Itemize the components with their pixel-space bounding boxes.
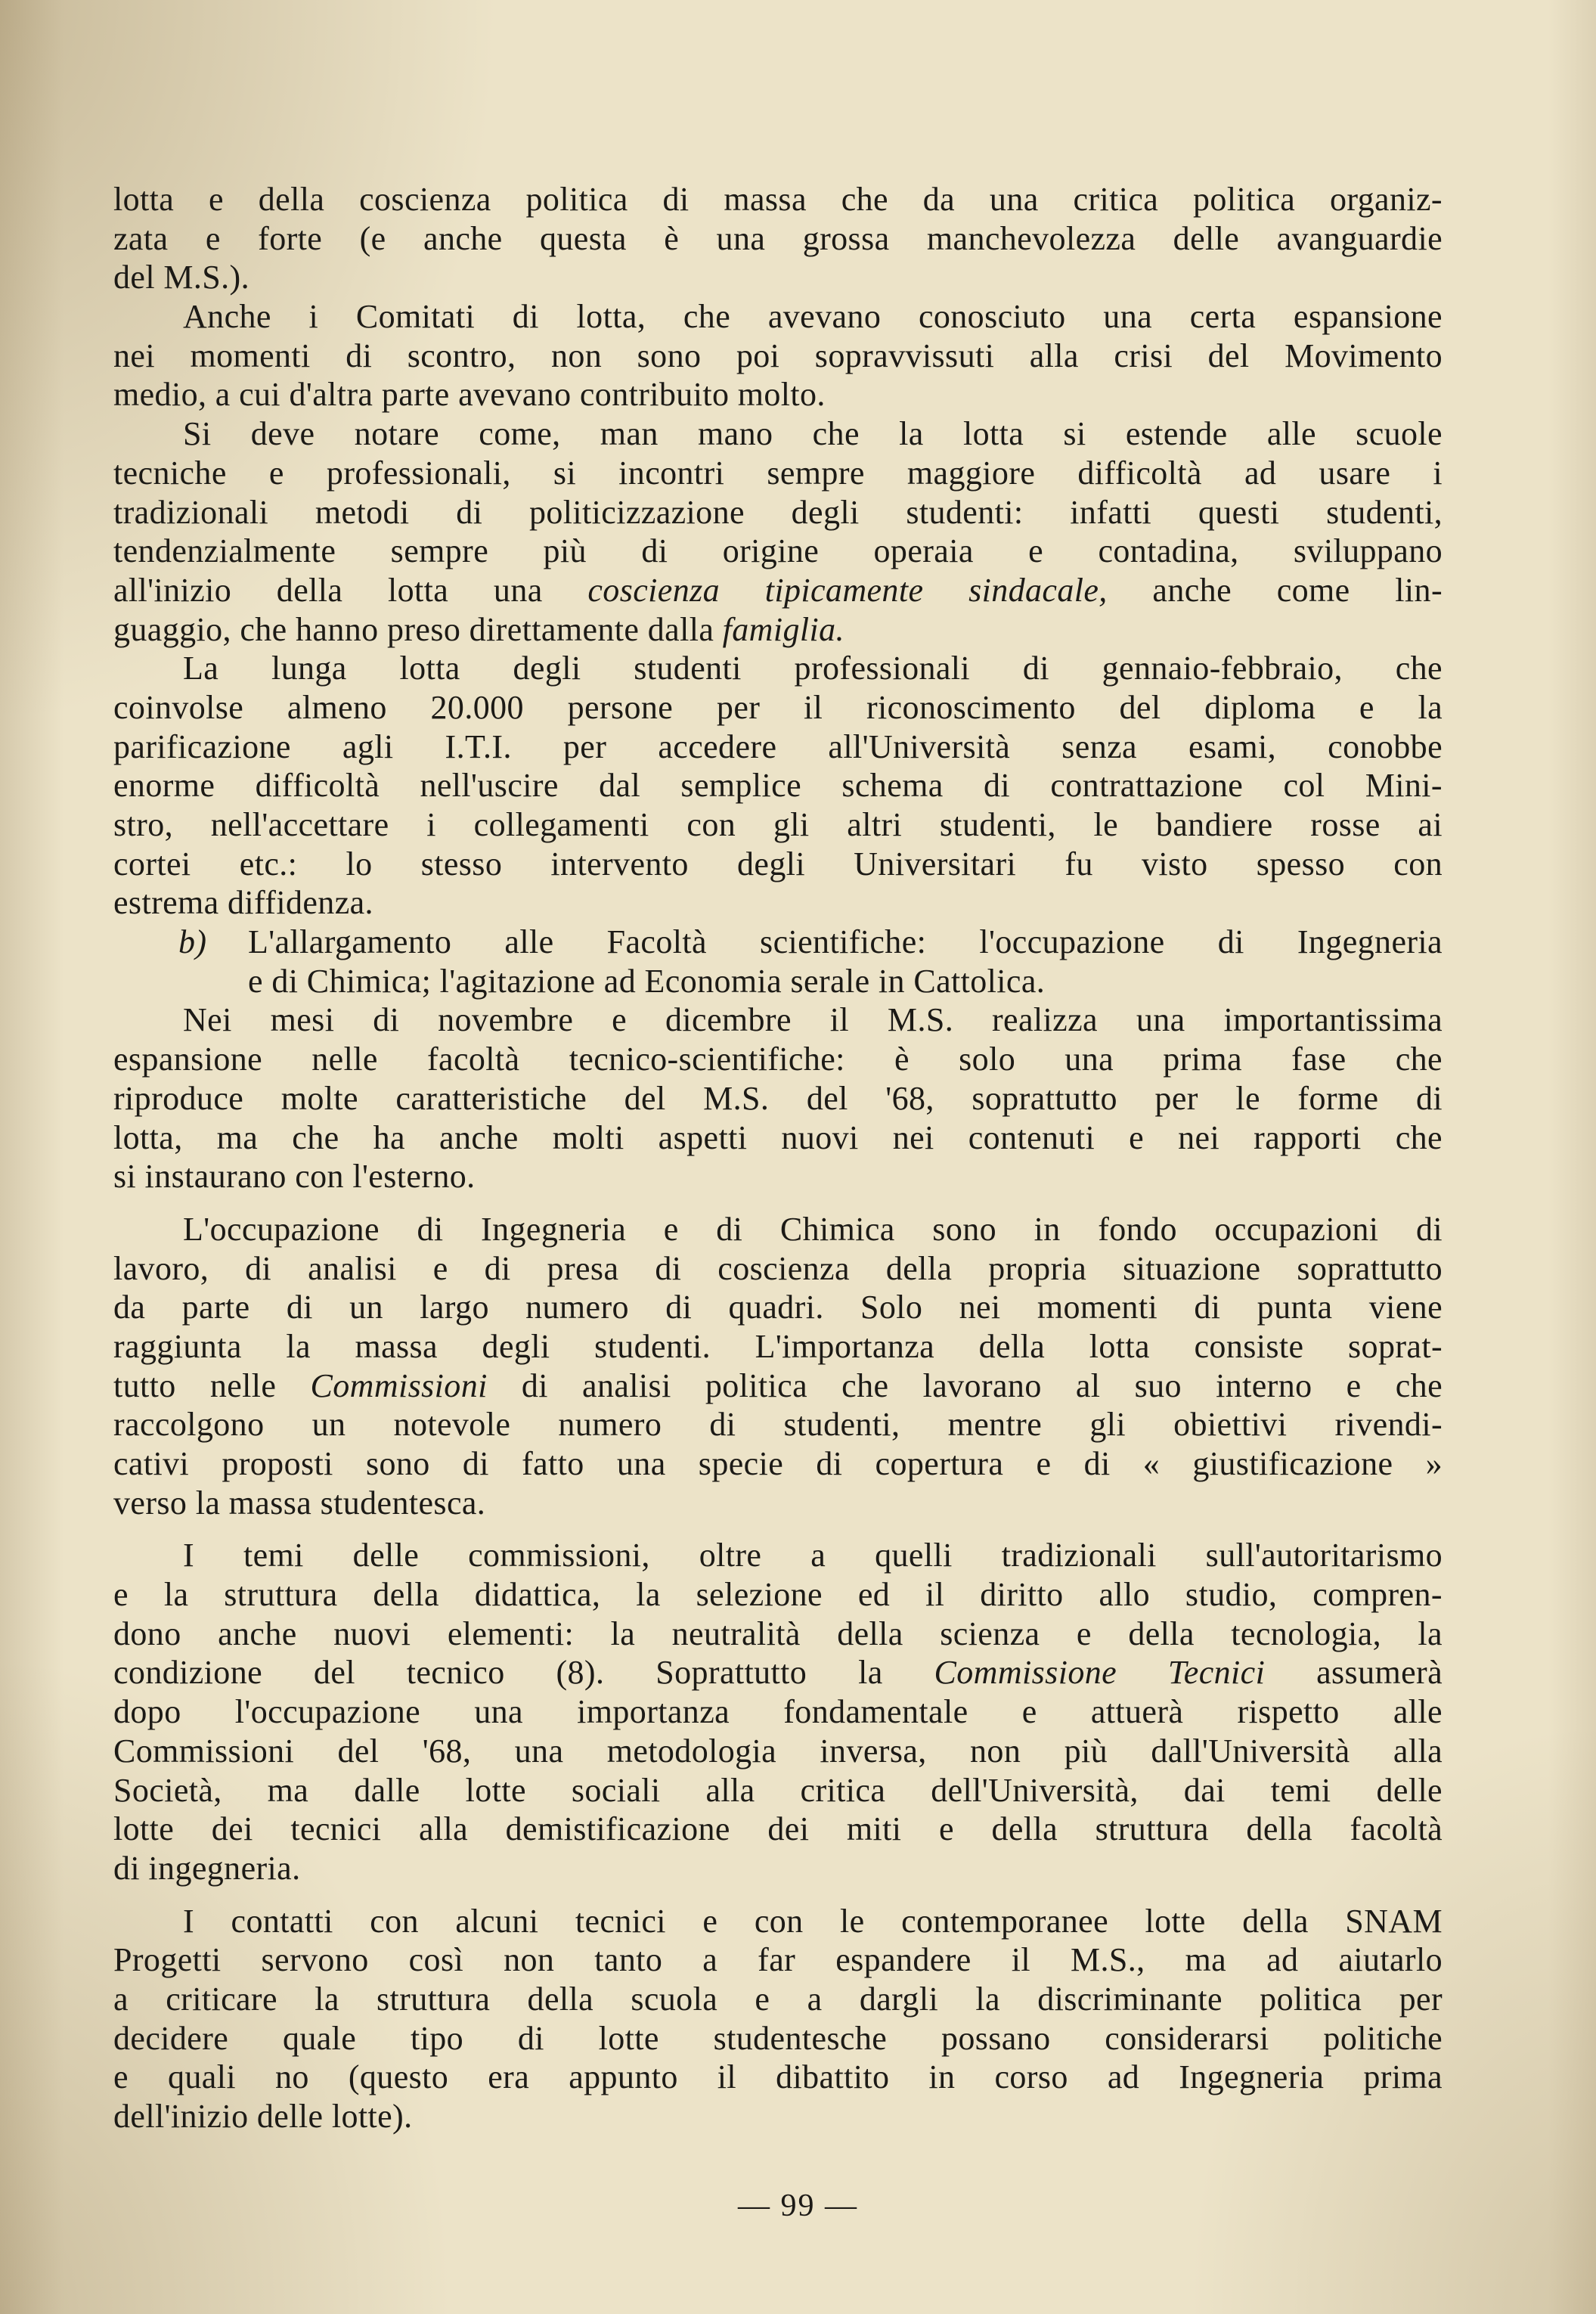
text-line: lotte dei tecnici alla demistificazione dei miti e della struttura della facoltà xyxy=(113,1810,1443,1848)
italic-text: famiglia. xyxy=(722,610,844,648)
text-line xyxy=(113,571,1443,610)
text-line: parificazione agli I.T.I. per accedere all'Università senza esami, conobbe xyxy=(113,727,1443,765)
text-span: tutto nelle xyxy=(113,1366,311,1404)
text-line: stro, nell'accettare i collegamenti con gli altri studenti, le bandiere rosse ai xyxy=(113,806,1443,843)
text-span: di analisi politica che lavorano al suo interno e che xyxy=(487,1366,1443,1404)
text-line: I contatti con alcuni tecnici e con le contemporanee lotte della SNAM xyxy=(183,1902,1443,1940)
text-line: La lunga lotta degli studenti professionali di gennaio-febbraio, che xyxy=(183,650,1443,687)
text-span: anche come lin- xyxy=(1107,571,1443,609)
text-line: nei momenti di scontro, non sono poi sopravvissuti alla crisi del Movimento xyxy=(113,337,1443,374)
text-line: del M.S.). xyxy=(113,259,249,296)
text-line: tendenzialmente sempre più di origine operaia e contadina, sviluppano xyxy=(113,532,1443,570)
text-line: Nei mesi di novembre e dicembre il M.S. realizza una importantissima xyxy=(183,1001,1443,1039)
text-line: riproduce molte caratteristiche del M.S. del '68, soprattutto per le forme di xyxy=(113,1079,1443,1117)
text-line: tradizionali metodi di politicizzazione degli studenti: infatti questi studenti, xyxy=(113,493,1443,531)
text-line: I temi delle commissioni, oltre a quelli tradizionali sull'autoritarismo xyxy=(183,1537,1443,1574)
section-letter: b) xyxy=(178,923,207,961)
text-line: raggiunta la massa degli studenti. L'importanza della lotta consiste soprat- xyxy=(113,1327,1443,1365)
text-line: lotta, ma che ha anche molti aspetti nuovi nei contenuti e nei rapporti che xyxy=(113,1118,1443,1156)
text-line: L'occupazione di Ingegneria e di Chimica sono in fondo occupazioni di xyxy=(183,1210,1443,1248)
text-line xyxy=(113,1653,1443,1692)
text-line: tecniche e professionali, si incontri sempre maggiore difficoltà ad usare i xyxy=(113,454,1443,492)
text-line xyxy=(113,1366,1443,1406)
section-title: L'allargamento alle Facoltà scientifiche: l'occupazione di Ingegneria xyxy=(248,923,1443,961)
text-line: lavoro, di analisi e di presa di coscienza della propria situazione soprattutto xyxy=(113,1249,1443,1287)
text-line: e quali no (questo era appunto il dibattito in corso ad Ingegneria prima xyxy=(113,2058,1443,2096)
text-span: assumerà xyxy=(1265,1654,1443,1692)
text-line: verso la massa studentesca. xyxy=(113,1484,486,1521)
text-span: condizione del tecnico (8). Soprattutto la xyxy=(113,1654,934,1692)
text-line: si instaurano con l'esterno. xyxy=(113,1158,476,1196)
text-line: a criticare la struttura della scuola e a dargli la discriminante politica per xyxy=(113,1980,1443,2018)
text-line: dono anche nuovi elementi: la neutralità della scienza e della tecnologia, la xyxy=(113,1615,1443,1652)
page-number: — 99 — xyxy=(738,2188,858,2223)
text-line: cativi proposti sono di fatto una specie di copertura e di « giustificazione » xyxy=(113,1445,1443,1482)
section-heading-cont: e di Chimica; l'agitazione ad Economia serale in Cattolica. xyxy=(248,962,1046,1000)
text-line: decidere quale tipo di lotte studentesche possano considerarsi politiche xyxy=(113,2019,1443,2057)
text-line: estrema diffidenza. xyxy=(113,884,373,922)
italic-text: Commissione Tecnici xyxy=(934,1654,1266,1692)
text-line: di ingegneria. xyxy=(113,1849,301,1887)
text-line: dell'inizio delle lotte). xyxy=(113,2098,413,2135)
text-line: zata e forte (e anche questa è una grossa manchevolezza delle avanguardie xyxy=(113,219,1443,257)
text-line: medio, a cui d'altra parte avevano contribuito molto. xyxy=(113,376,826,414)
text-line: da parte di un largo numero di quadri. Solo nei momenti di punta viene xyxy=(113,1289,1443,1326)
text-line: Società, ma dalle lotte sociali alla critica dell'Università, dai temi delle xyxy=(113,1771,1443,1809)
text-line: Commissioni del '68, una metodologia inversa, non più dall'Università alla xyxy=(113,1732,1443,1770)
text-line: cortei etc.: lo stesso intervento degli Universitari fu visto spesso con xyxy=(113,845,1443,882)
text-span: guaggio, che hanno preso direttamente dalla xyxy=(113,610,723,648)
text-line: coinvolse almeno 20.000 persone per il riconoscimento del diploma e la xyxy=(113,688,1443,726)
text-line: raccolgono un notevole numero di studenti, mentre gli obiettivi rivendi- xyxy=(113,1406,1443,1444)
text-line: enorme difficoltà nell'uscire dal semplice schema di contrattazione col Mini- xyxy=(113,767,1443,805)
italic-text: Commissioni xyxy=(310,1366,488,1404)
text-span: all'inizio della lotta una xyxy=(113,571,588,609)
text-line: dopo l'occupazione una importanza fondamentale e attuerà rispetto alle xyxy=(113,1693,1443,1731)
text-line: Anche i Comitati di lotta, che avevano conosciuto una certa espansione xyxy=(183,298,1443,336)
text-line: Si deve notare come, man mano che la lotta si estende alle scuole xyxy=(183,415,1443,453)
page-text xyxy=(113,180,1443,2136)
section-heading xyxy=(113,923,1443,962)
text-line: Progetti servono così non tanto a far espandere il M.S., ma ad aiutarlo xyxy=(113,1941,1443,1979)
text-line: espansione nelle facoltà tecnico-scientifiche: è solo una prima fase che xyxy=(113,1041,1443,1078)
text-line xyxy=(113,610,1443,650)
text-line: lotta e della coscienza politica di massa che da una critica politica organiz- xyxy=(113,181,1443,218)
italic-text: coscienza tipicamente sindacale, xyxy=(587,571,1108,609)
text-line: e la struttura della didattica, la selezione ed il diritto allo studio, compren- xyxy=(113,1576,1443,1614)
